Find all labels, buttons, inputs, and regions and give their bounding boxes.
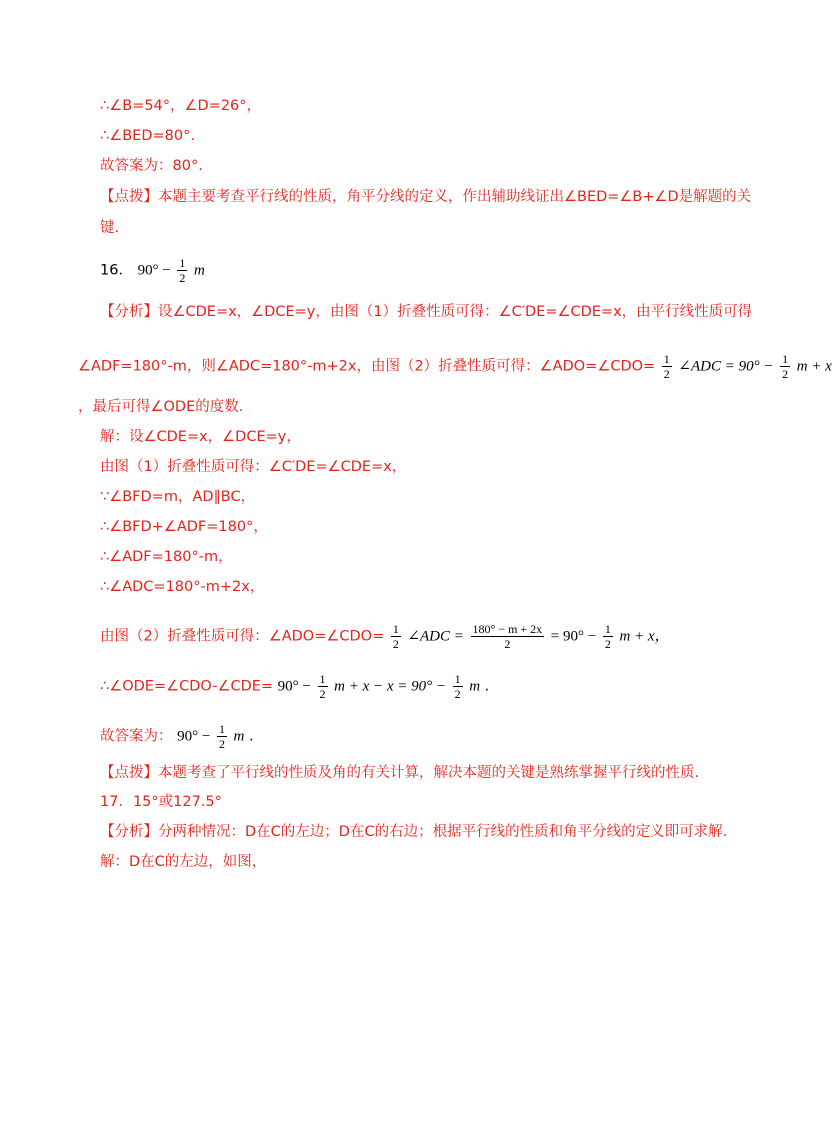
line-solution-16-7: 由图（2）折叠性质可得：∠ADO=∠CDO= $\frac{1}{2}$ ∠ADC = $\frac{180^\circ - m + 2x}{2}$ = 90° − $\frac{1}{2}$ m + x，	[100, 622, 670, 651]
line-solution-16-4: ∴∠BFD+∠ADF=180°，	[100, 519, 268, 535]
fraction-half: $\frac{1}{2}$	[454, 672, 461, 701]
fraction-half: $\frac{1}{2}$	[319, 672, 326, 701]
fraction-long: $\frac{180^\circ - m + 2x}{2}$	[472, 622, 543, 651]
line-tip-15: 【点拨】本题主要考查平行线的性质，角平分线的定义，作出辅助线证出∠BED=∠B+∠D是解题的关	[100, 189, 752, 205]
line-answer-80: 故答案为：80°.	[100, 158, 203, 174]
line-tip-15-end: 键.	[100, 220, 120, 236]
q16-expr-a: 90° −	[137, 262, 171, 279]
fraction-half: $\frac{1}{2}$	[604, 622, 611, 651]
fraction-half: $\frac{1}{2}$	[218, 722, 225, 751]
line-analysis-17: 【分析】分两种情况：D在C的左边；D在C的右边；根据平行线的性质和角平分线的定义即可求解.	[100, 824, 728, 840]
line-solution-16-6: ∴∠ADC=180°-m+2x，	[100, 579, 265, 595]
line-solution-16-5: ∴∠ADF=180°-m，	[100, 549, 233, 565]
line-angle-values: ∴∠B=54°，∠D=26°，	[100, 98, 262, 114]
line-solution-16-3: ∵∠BFD=m，AD∥BC，	[100, 489, 256, 505]
line-angle-bed: ∴∠BED=80°.	[100, 128, 195, 144]
fraction-half: $\frac{1}{2}$	[179, 256, 186, 285]
line-analysis-16: 【分析】设∠CDE=x，∠DCE=y，由图（1）折叠性质可得：∠C′DE=∠CDE=x，由平行线性质可得	[100, 304, 753, 320]
line-solution-16-1: 解：设∠CDE=x，∠DCE=y，	[100, 429, 301, 445]
line-tip-16: 【点拨】本题考查了平行线的性质及角的有关计算，解决本题的关键是熟练掌握平行线的性质.	[100, 765, 700, 781]
fraction-half: $\frac{1}{2}$	[782, 352, 789, 381]
q16-number: 16．	[100, 262, 133, 279]
line-answer-16: 故答案为： 90° − $\frac{1}{2}$ m .	[100, 722, 254, 751]
q16-expr-b: m	[194, 262, 205, 279]
fraction-half: $\frac{1}{2}$	[392, 622, 399, 651]
line-solution-16-2: 由图（1）折叠性质可得：∠C′DE=∠CDE=x，	[100, 459, 407, 475]
line-analysis-16-end: ，最后可得∠ODE的度数.	[78, 399, 244, 415]
line-analysis-16-cont: ∠ADF=180°-m，则∠ADC=180°-m+2x，由图（2）折叠性质可得：∠ADO=∠CDO= $\frac{1}{2}$ ∠ADC = 90° − $\frac{1}{2}$ m + x	[78, 352, 832, 381]
line-solution-17: 解：D在C的左边，如图，	[100, 854, 267, 870]
fraction-half: $\frac{1}{2}$	[663, 352, 670, 381]
q16-answer	[100, 256, 800, 285]
q17-answer: 17．15°或127.5°	[100, 794, 222, 810]
line-solution-16-8: ∴∠ODE=∠CDO-∠CDE= 90° − $\frac{1}{2}$ m + x − x = 90° − $\frac{1}{2}$ m .	[100, 672, 490, 701]
